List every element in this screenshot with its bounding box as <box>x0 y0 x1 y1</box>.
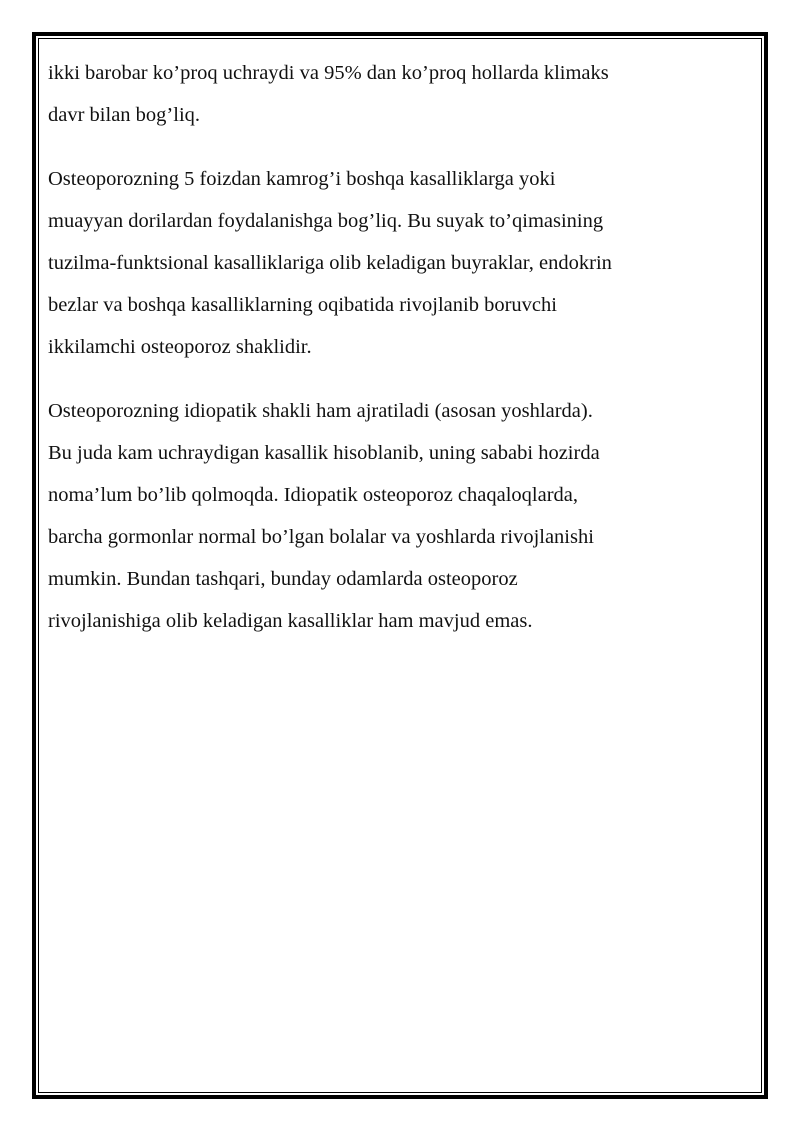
paragraph-1 <box>48 52 748 136</box>
text-line: ikkilamchi osteoporoz shaklidir. <box>48 336 312 358</box>
paragraph-2 <box>48 158 748 368</box>
text-line: Osteoporozning 5 foizdan kamrog’i boshqa kasalliklarga yoki <box>48 168 556 190</box>
text-line: barcha gormonlar normal bo’lgan bolalar va yoshlarda rivojlanishi <box>48 526 594 548</box>
paragraph-3 <box>48 390 748 642</box>
text-line: davr bilan bog’liq. <box>48 104 201 126</box>
text-line: bezlar va boshqa kasalliklarning oqibatida rivojlanib boruvchi <box>48 294 557 316</box>
text-line: ikki barobar ko’proq uchraydi va 95% dan ko’proq hollarda klimaks <box>48 62 609 84</box>
document-body <box>48 52 748 664</box>
text-line: Bu juda kam uchraydigan kasallik hisoblanib, uning sababi hozirda <box>48 442 600 464</box>
text-line: rivojlanishiga olib keladigan kasalliklar ham mavjud emas. <box>48 610 533 632</box>
text-line: Osteoporozning idiopatik shakli ham ajratiladi (asosan yoshlarda). <box>48 400 593 422</box>
text-line: muayyan dorilardan foydalanishga bog’liq. Bu suyak to’qimasining <box>48 210 604 232</box>
text-line: noma’lum bo’lib qolmoqda. Idiopatik osteoporoz chaqaloqlarda, <box>48 484 579 506</box>
text-line: mumkin. Bundan tashqari, bunday odamlarda osteoporoz <box>48 568 518 590</box>
text-line: tuzilma-funktsional kasalliklariga olib keladigan buyraklar, endokrin <box>48 252 612 274</box>
